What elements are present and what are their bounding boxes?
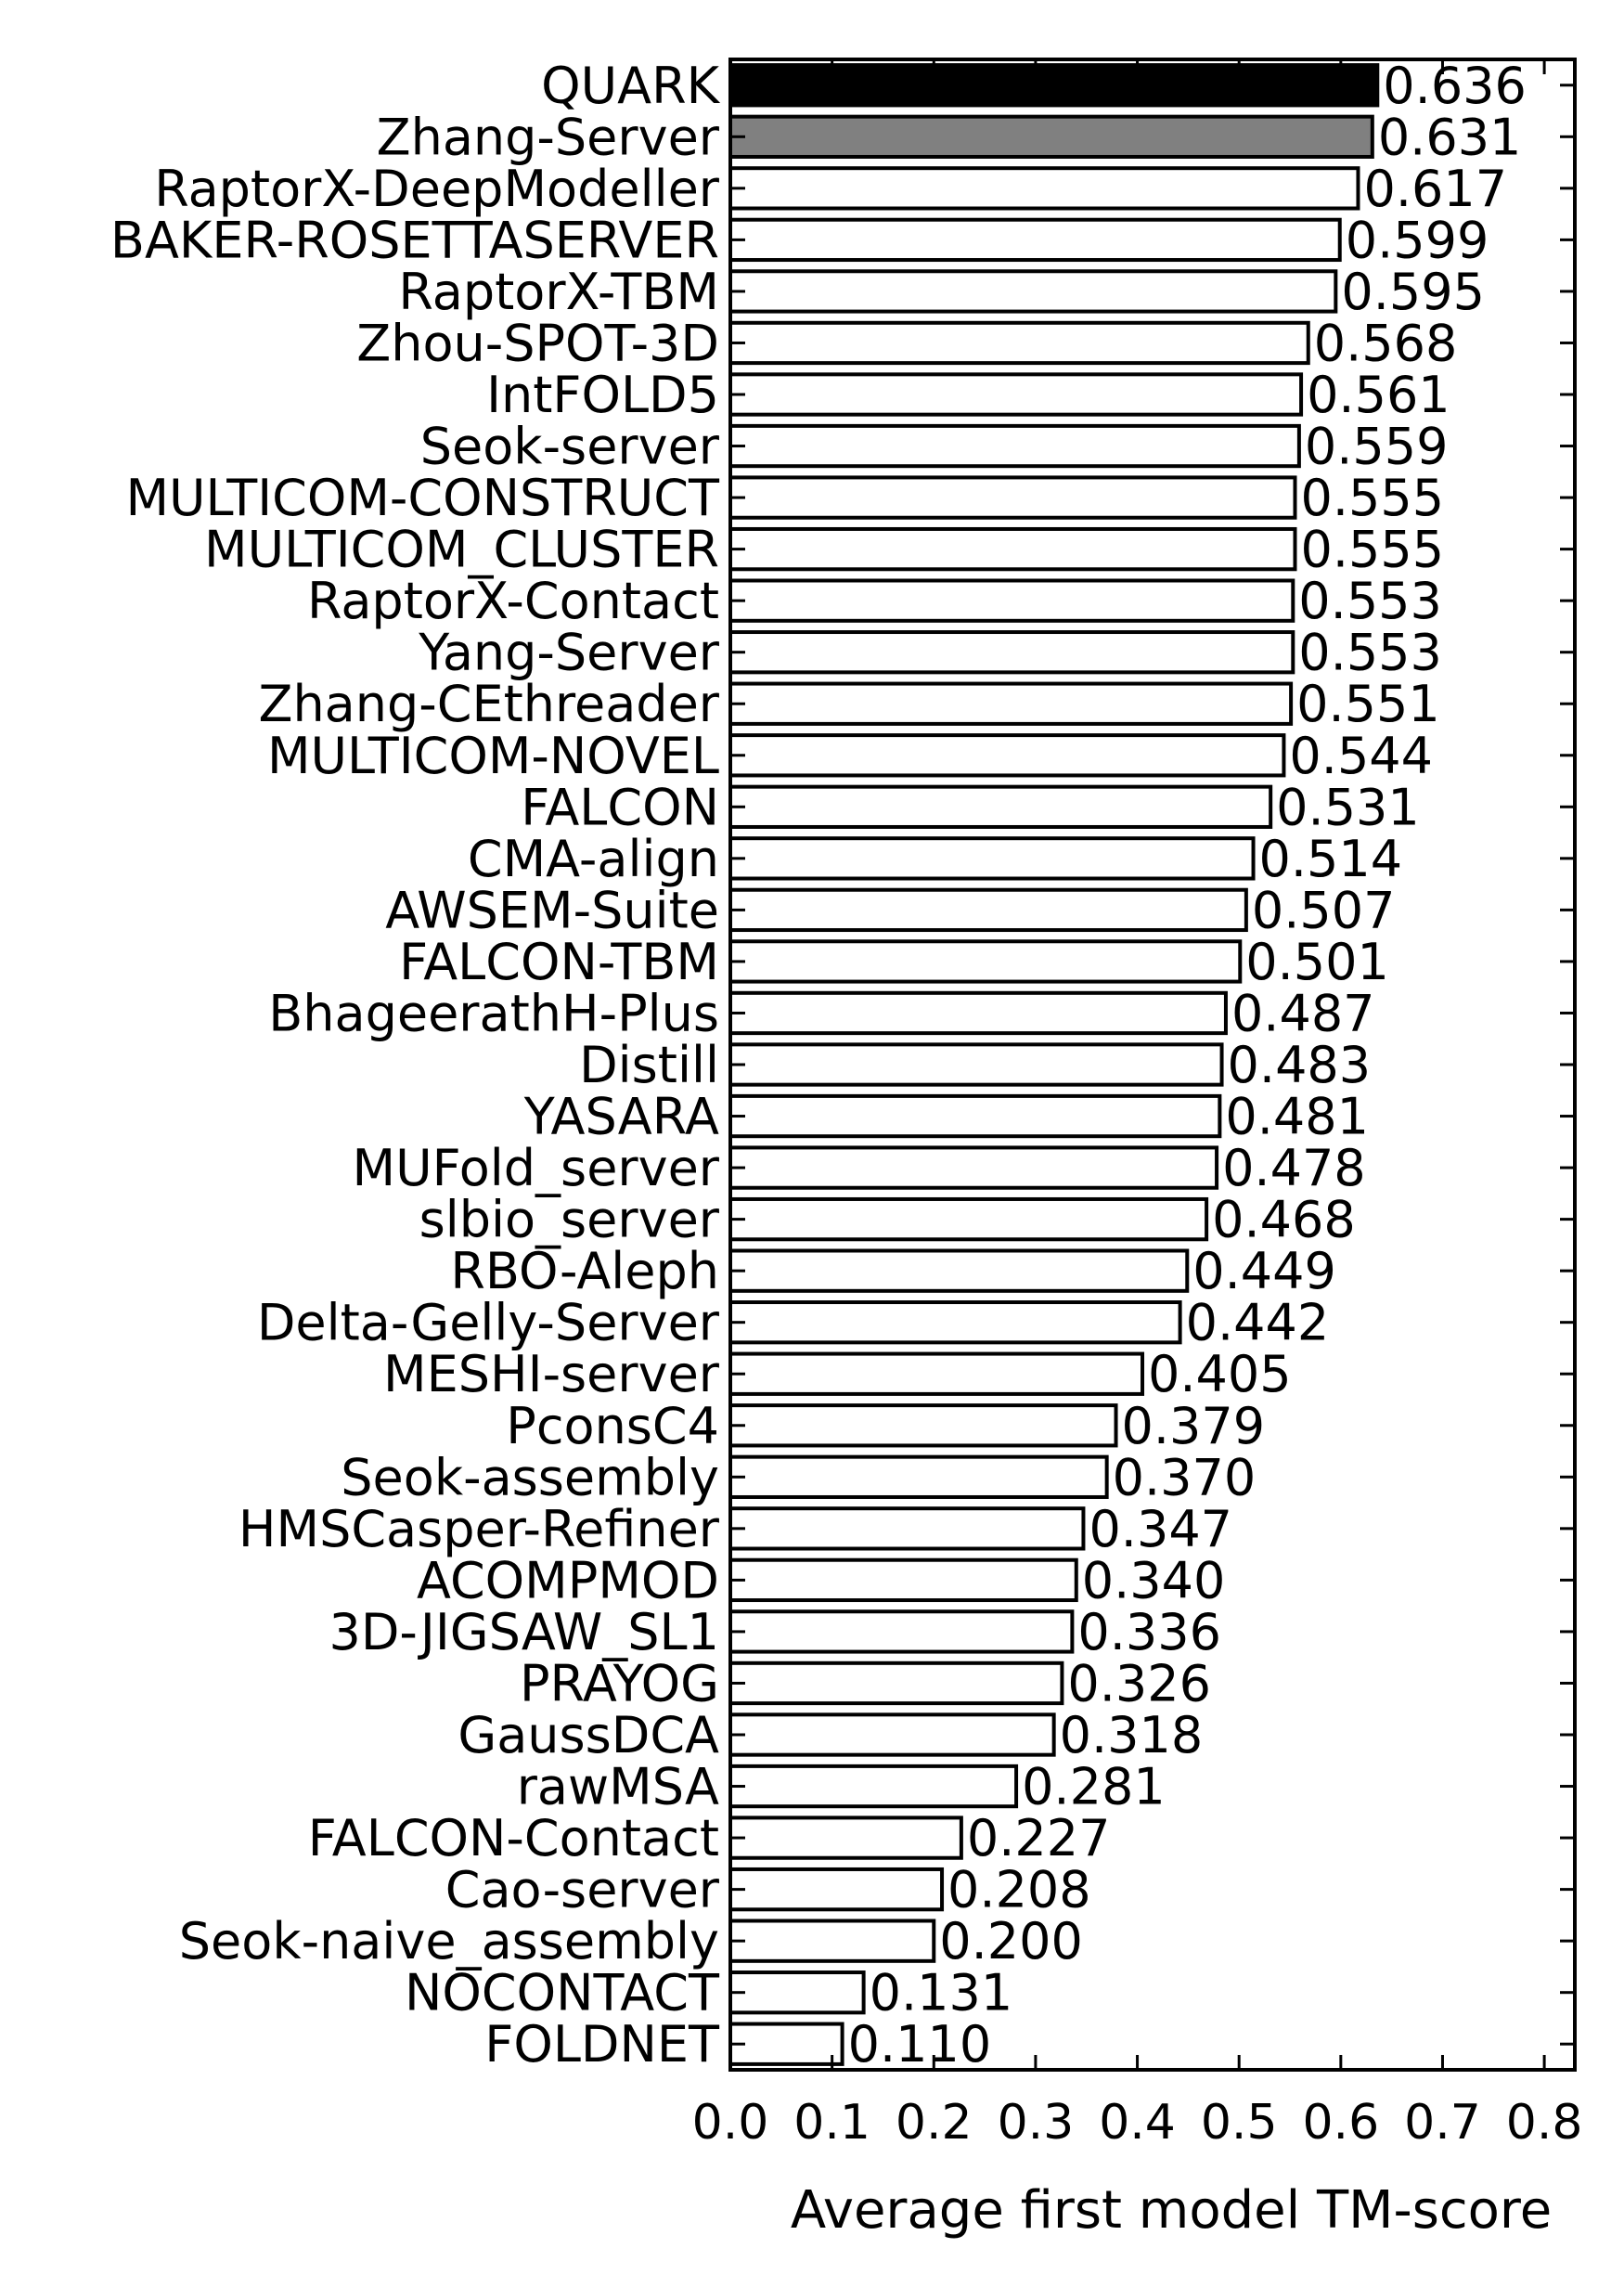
category-label: Zhang-Server <box>376 108 719 167</box>
value-label: 0.326 <box>1067 1654 1212 1713</box>
category-labels <box>110 57 721 2074</box>
category-label: GaussDCA <box>458 1706 719 1764</box>
value-label: 0.200 <box>939 1912 1083 1971</box>
value-label: 0.531 <box>1276 778 1420 837</box>
bar-9 <box>730 529 1295 569</box>
value-label: 0.336 <box>1077 1602 1221 1661</box>
x-axis-label: Average first model TM-score <box>790 2180 1553 2241</box>
value-label: 0.110 <box>847 2015 992 2074</box>
value-label: 0.551 <box>1296 675 1440 734</box>
bar-18 <box>730 993 1226 1033</box>
value-label: 0.568 <box>1313 314 1458 373</box>
value-label: 0.347 <box>1089 1499 1233 1558</box>
bar-8 <box>730 477 1295 517</box>
bar-1 <box>730 117 1373 157</box>
category-label: RaptorX-DeepModeller <box>154 159 719 218</box>
bar-37 <box>730 1972 864 2012</box>
bar-2 <box>730 168 1358 208</box>
value-label: 0.553 <box>1298 623 1442 682</box>
value-label: 0.449 <box>1192 1242 1336 1301</box>
category-label: rawMSA <box>516 1757 719 1816</box>
value-label: 0.478 <box>1222 1139 1366 1198</box>
category-label: AWSEM-Suite <box>385 881 719 940</box>
bar-10 <box>730 580 1293 620</box>
value-label: 0.544 <box>1289 726 1434 785</box>
x-tick-label: 0.1 <box>793 2095 870 2151</box>
value-label: 0.617 <box>1363 159 1508 218</box>
value-label: 0.208 <box>947 1860 1091 1919</box>
category-label: Seok-server <box>419 417 719 476</box>
category-label: Cao-server <box>445 1860 719 1919</box>
x-tick-label: 0.5 <box>1200 2095 1278 2151</box>
bar-31 <box>730 1663 1062 1703</box>
x-tick-label: 0.8 <box>1505 2095 1583 2151</box>
bar-21 <box>730 1147 1217 1187</box>
bar-0 <box>730 65 1377 105</box>
bar-22 <box>730 1199 1206 1239</box>
category-label: MULTICOM_CLUSTER <box>203 520 719 579</box>
category-label: NOCONTACT <box>405 1963 719 2022</box>
bar-12 <box>730 684 1291 724</box>
bar-23 <box>730 1250 1187 1290</box>
x-tick-label: 0.7 <box>1404 2095 1481 2151</box>
category-label: Delta-Gelly-Server <box>256 1293 719 1352</box>
x-tick-label: 0.0 <box>691 2095 769 2151</box>
value-label: 0.555 <box>1300 469 1445 528</box>
value-label: 0.559 <box>1304 417 1449 476</box>
value-label: 0.631 <box>1377 108 1522 167</box>
value-label: 0.481 <box>1225 1087 1369 1146</box>
category-label: ACOMPMOD <box>416 1551 719 1610</box>
bar-7 <box>730 426 1299 466</box>
category-label: Distill <box>579 1036 719 1094</box>
value-label: 0.553 <box>1298 572 1442 631</box>
category-label: FALCON-Contact <box>307 1809 719 1868</box>
category-label: FALCON <box>521 778 719 837</box>
value-label: 0.555 <box>1300 520 1445 579</box>
category-label: MULTICOM-CONSTRUCT <box>125 469 719 528</box>
bar-24 <box>730 1302 1180 1342</box>
category-label: Zhou-SPOT-3D <box>356 314 719 373</box>
category-label: BAKER-ROSETTASERVER <box>110 211 719 270</box>
value-label: 0.507 <box>1251 881 1396 940</box>
bar-26 <box>730 1405 1116 1445</box>
category-label: RBO-Aleph <box>450 1242 719 1301</box>
bar-13 <box>730 735 1283 775</box>
value-label: 0.636 <box>1383 56 1527 115</box>
bar-11 <box>730 632 1293 672</box>
bar-38 <box>730 2024 843 2064</box>
category-label: BhageerathH-Plus <box>268 984 719 1043</box>
value-label: 0.595 <box>1341 262 1485 321</box>
category-label: YASARA <box>523 1087 719 1146</box>
bar-20 <box>730 1096 1219 1136</box>
bar-32 <box>730 1714 1054 1754</box>
x-tick-label: 0.6 <box>1302 2095 1380 2151</box>
value-label: 0.318 <box>1059 1706 1204 1764</box>
value-label: 0.131 <box>869 1963 1013 2022</box>
bar-15 <box>730 838 1254 878</box>
value-label: 0.281 <box>1022 1757 1166 1816</box>
category-label: PconsC4 <box>506 1396 719 1455</box>
bar-3 <box>730 220 1340 260</box>
category-label: FALCON-TBM <box>399 932 719 991</box>
bar-19 <box>730 1044 1222 1084</box>
value-label: 0.370 <box>1112 1448 1257 1507</box>
bar-25 <box>730 1354 1142 1394</box>
bar-17 <box>730 941 1240 981</box>
category-label: FOLDNET <box>484 2015 719 2074</box>
x-tick-label: 0.3 <box>997 2095 1075 2151</box>
category-label: 3D-JIGSAW_SL1 <box>329 1602 719 1661</box>
value-label: 0.468 <box>1212 1190 1356 1249</box>
bar-4 <box>730 271 1335 311</box>
category-label: HMSCasper-Refiner <box>238 1499 719 1558</box>
category-label: QUARK <box>541 56 719 115</box>
bar-14 <box>730 787 1270 827</box>
value-label: 0.599 <box>1345 211 1489 270</box>
value-label: 0.487 <box>1231 984 1375 1043</box>
value-label: 0.227 <box>966 1809 1111 1868</box>
x-tick-label: 0.4 <box>1099 2095 1176 2151</box>
category-label: MESHI-server <box>383 1345 719 1404</box>
value-label: 0.514 <box>1258 829 1403 888</box>
category-label: MULTICOM-NOVEL <box>266 726 719 785</box>
value-label: 0.379 <box>1121 1396 1266 1455</box>
bar-6 <box>730 374 1301 414</box>
bar-5 <box>730 323 1308 363</box>
category-label: IntFOLD5 <box>486 366 719 424</box>
value-label: 0.340 <box>1081 1551 1226 1610</box>
bar-35 <box>730 1869 942 1909</box>
bar-33 <box>730 1766 1016 1806</box>
value-label: 0.561 <box>1307 366 1450 424</box>
category-label: Seok-assembly <box>341 1448 719 1507</box>
value-label: 0.483 <box>1227 1036 1372 1094</box>
bar-16 <box>730 890 1246 930</box>
value-label: 0.501 <box>1245 932 1389 991</box>
bar-29 <box>730 1560 1076 1600</box>
bar-27 <box>730 1457 1107 1497</box>
category-label: CMA-align <box>467 829 719 888</box>
category-label: Seok-naive_assembly <box>178 1912 719 1971</box>
bar-36 <box>730 1920 934 1960</box>
bar-30 <box>730 1611 1072 1651</box>
bar-34 <box>730 1817 961 1857</box>
category-label: RaptorX-Contact <box>307 572 719 631</box>
category-label: slbio_server <box>419 1190 719 1249</box>
category-label: Zhang-CEthreader <box>258 675 719 734</box>
category-label: Yang-Server <box>419 623 719 682</box>
value-label: 0.405 <box>1148 1345 1292 1404</box>
category-label: PRAYOG <box>519 1654 719 1713</box>
x-tick-label: 0.2 <box>895 2095 973 2151</box>
bar-28 <box>730 1508 1083 1548</box>
value-label: 0.442 <box>1185 1293 1330 1352</box>
category-label: RaptorX-TBM <box>398 262 719 321</box>
category-label: MUFold_server <box>352 1139 719 1198</box>
